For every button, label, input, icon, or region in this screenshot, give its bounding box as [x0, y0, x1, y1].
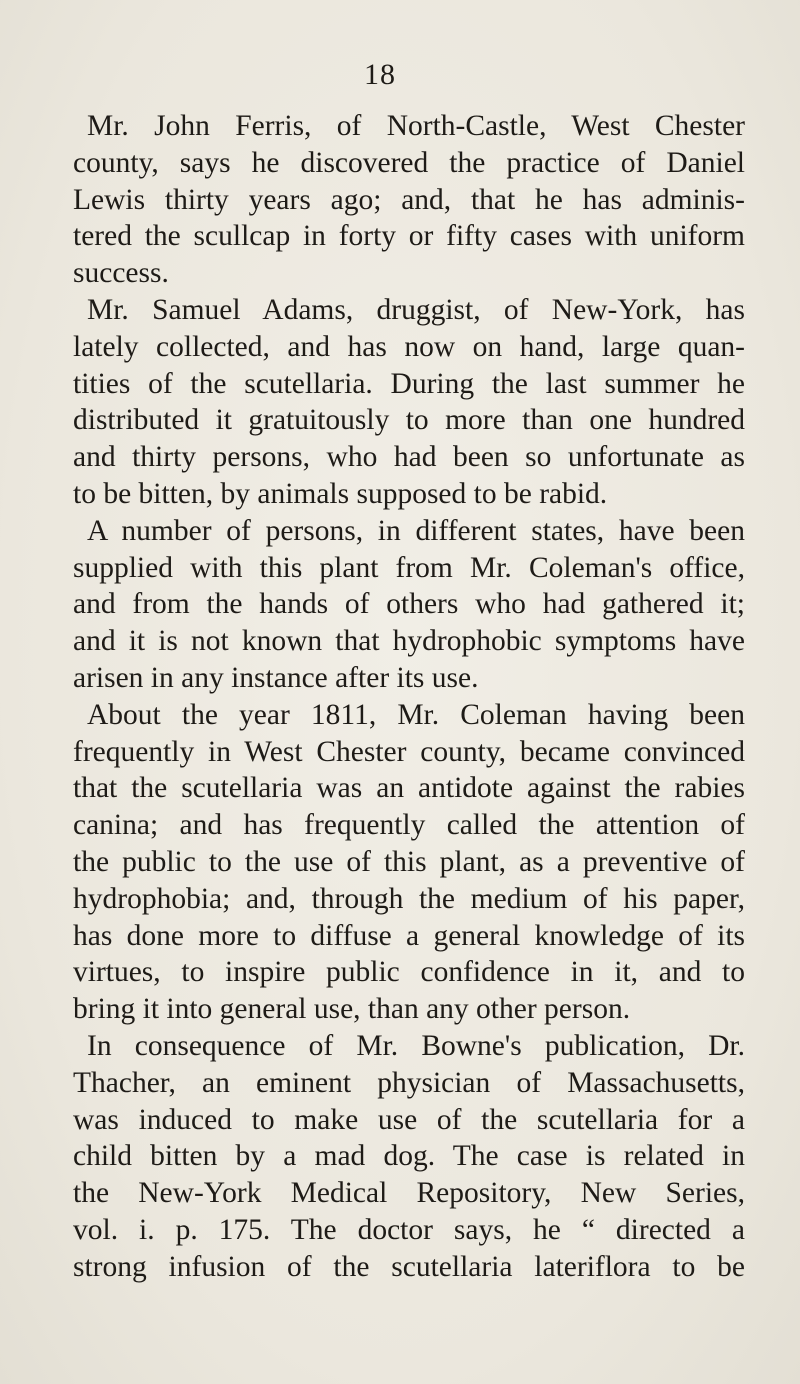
text-line: has done more to diffuse a general knowledge of its	[73, 919, 745, 952]
text-line: strong infusion of the scutellaria lateriflora to be	[73, 1250, 745, 1283]
text-line: Mr. John Ferris, of North-Castle, West Chester	[87, 110, 745, 142]
text-line: the public to the use of this plant, as a preventive of	[73, 845, 745, 878]
text-line: to be bitten, by animals supposed to be rabid.	[73, 477, 608, 510]
text-line: bring it into general use, than any other person.	[73, 993, 631, 1026]
text-line: tities of the scutellaria. During the last summer he	[73, 367, 745, 400]
paragraph-persons	[73, 513, 745, 697]
text-line: and from the hands of others who had gathered it;	[73, 588, 745, 621]
text-line: A number of persons, in different states, have been	[87, 514, 745, 547]
paragraph-ferris	[73, 108, 745, 292]
text-line: and thirty persons, who had been so unfortunate as	[73, 441, 745, 474]
paragraph-thacher	[73, 1028, 745, 1286]
text-line: tered the scullcap in forty or fifty cases with uniform	[73, 220, 745, 253]
paragraph-adams	[73, 292, 745, 513]
text-line: and it is not known that hydrophobic symptoms have	[73, 625, 745, 658]
text-line: frequently in West Chester county, became convinced	[73, 735, 745, 768]
text-line: county, says he discovered the practice of Daniel	[73, 146, 745, 179]
text-line: arisen in any instance after its use.	[73, 661, 479, 694]
text-line: canina; and has frequently called the attention of	[73, 809, 745, 842]
body-text	[73, 108, 745, 1286]
page-number: 18	[364, 58, 396, 91]
text-line: success.	[73, 257, 169, 290]
text-line: was induced to make use of the scutellaria for a	[73, 1103, 745, 1136]
text-line: Thacher, an eminent physician of Massachusetts,	[73, 1066, 745, 1099]
text-line: hydrophobia; and, through the medium of his paper,	[73, 882, 745, 915]
text-line: lately collected, and has now on hand, large quan-	[73, 330, 745, 363]
text-line: that the scutellaria was an antidote against the rabies	[73, 772, 745, 805]
text-line: the New-York Medical Repository, New Series,	[73, 1177, 745, 1210]
text-line: About the year 1811, Mr. Coleman having been	[87, 698, 745, 731]
text-line: child bitten by a mad dog. The case is related in	[73, 1140, 745, 1173]
text-line: In consequence of Mr. Bowne's publication, Dr.	[87, 1029, 745, 1062]
text-line: vol. i. p. 175. The doctor says, he “ directed a	[73, 1213, 745, 1246]
text-line: virtues, to inspire public confidence in it, and to	[73, 956, 745, 989]
text-line: distributed it gratuitously to more than one hundred	[73, 404, 745, 437]
text-line: Lewis thirty years ago; and, that he has adminis-	[73, 183, 745, 216]
text-line: Mr. Samuel Adams, druggist, of New-York, has	[87, 293, 745, 326]
text-line: supplied with this plant from Mr. Coleman's office,	[73, 551, 745, 584]
paragraph-coleman	[73, 697, 745, 1028]
